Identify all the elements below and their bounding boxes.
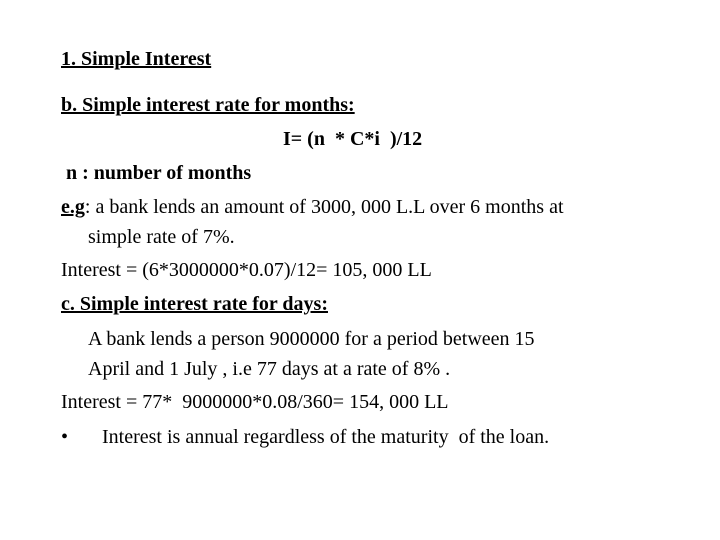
- monthly-interest-formula: I= (n * C*i )/12: [283, 128, 423, 150]
- monthly-interest-calculation: Interest = (6*3000000*0.07)/12= 105, 000 LL: [61, 259, 432, 281]
- bullet-icon: •: [61, 426, 69, 448]
- example-text: : a bank lends an amount of 3000, 000 L.L over 6 months at: [84, 196, 564, 218]
- daily-example-text-2: April and 1 July , i.e 77 days at a rate of 8% .: [88, 358, 451, 380]
- bullet-text: Interest is annual regardless of the maturity of the loan.: [102, 426, 550, 448]
- example-label: e.g: [61, 196, 85, 218]
- months-definition: n : number of months: [61, 162, 252, 184]
- example-line: [61, 195, 564, 219]
- section-c-heading: c. Simple interest rate for days:: [61, 293, 328, 315]
- example-text-continued: simple rate of 7%.: [88, 226, 235, 248]
- slide-title: 1. Simple Interest: [61, 48, 212, 70]
- section-b-heading: b. Simple interest rate for months:: [61, 94, 355, 116]
- daily-interest-calculation: Interest = 77* 9000000*0.08/360= 154, 000 LL: [61, 391, 449, 413]
- daily-example-text-1: A bank lends a person 9000000 for a period between 15: [88, 328, 535, 350]
- bullet-item: [61, 425, 549, 449]
